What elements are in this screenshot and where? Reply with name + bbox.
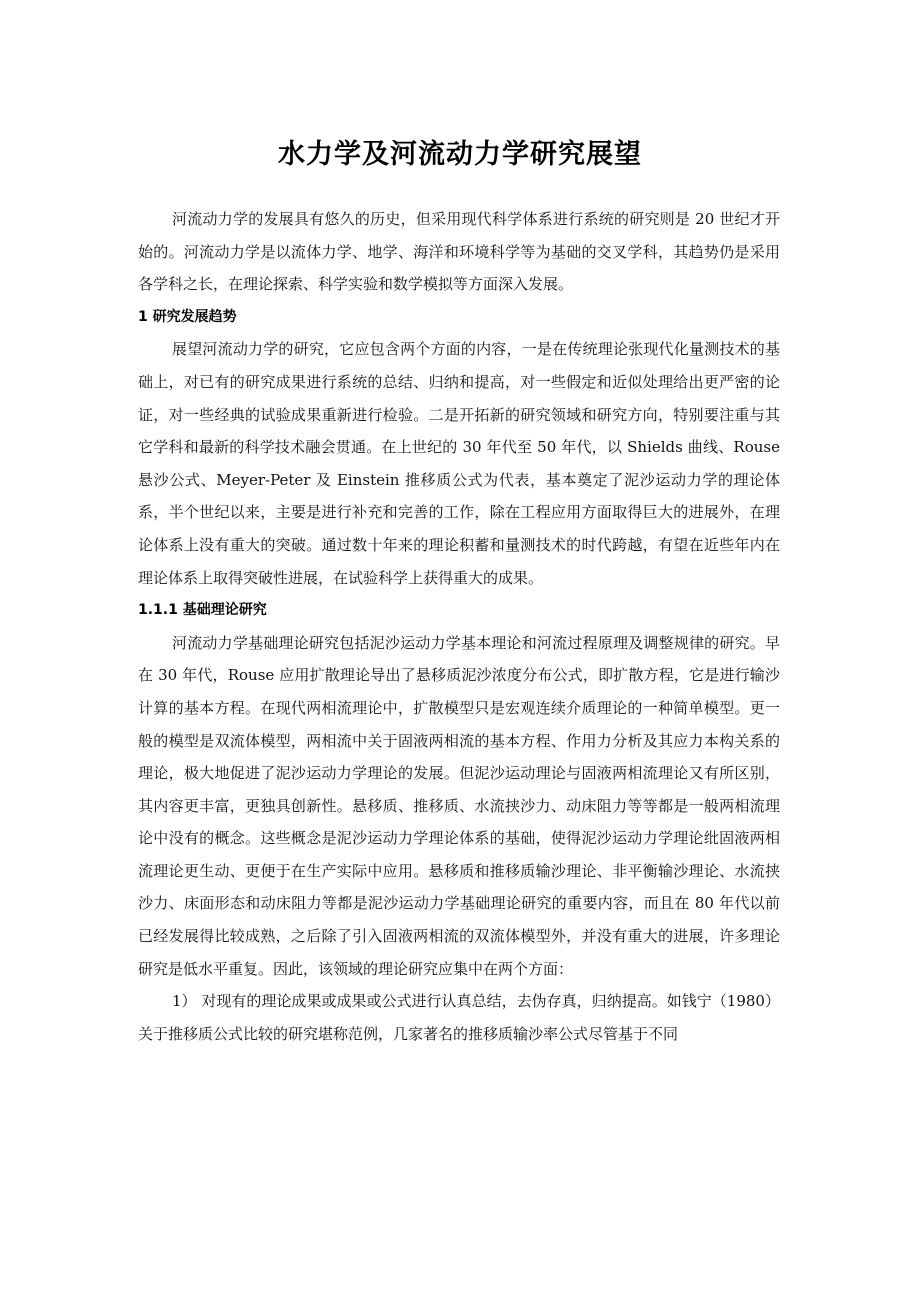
basic-theory-paragraph: 河流动力学基础理论研究包括泥沙运动力学基本理论和河流过程原理及调整规律的研究。早在 30 年代，Rouse 应用扩散理论导出了悬移质泥沙浓度分布公式，即扩散方程，它是进行输沙计算的基本方程。在现代两相流理论中，扩散模型只是宏观连续介质理论的一种简单模型。更一般的模型是双流体模型，两相流中关于固液两相流的基本方程、作用力分析及其应力本构关系的理论，极大地促进了泥沙运动力学理论的发展。但泥沙运动理论与固液两相流理论又有所区别，其内容更丰富，更独具创新性。悬移质、推移质、水流挟沙力、动床阻力等等都是一般两相流理论中没有的概念。这些概念是泥沙运动力学理论体系的基础，使得泥沙运动力学理论纰固液两相流理论更生动、更便于在生产实际中应用。悬移质和推移质输沙理论、非平衡输沙理论、水流挟沙力、床面形态和动床阻力等都是泥沙运动力学基础理论研究的重要内容，而且在 80 年代以前已经发展得比较成熟，之后除了引入固液两相流的双流体模型外，并没有重大的进展，许多理论研究是低水平重复。因此，该领域的理论研究应集中在两个方面： xyxy=(138,633,780,978)
document-body xyxy=(138,203,780,1050)
intro-paragraph: 河流动力学的发展具有悠久的历史，但采用现代科学体系进行系统的研究则是 20 世纪才开始的。河流动力学是以流体力学、地学、海洋和环境科学等为基础的交叉学科，其趋势仍是采用各学科之长，在理论探索、科学实验和数学模拟等方面深入发展。 xyxy=(138,210,780,294)
section-heading-research-trends: 1 研究发展趋势 xyxy=(138,308,237,325)
numbered-list-item: 1） 对现有的理论成果或成果或公式进行认真总结，去伪存真，归纳提高。如钱宁（1980）关于推移质公式比较的研究堪称范例，几家著名的推移质输沙率公式尽管基于不同 xyxy=(138,992,780,1043)
research-outlook-paragraph: 展望河流动力学的研究，它应包含两个方面的内容，一是在传统理论张现代化量测技术的基础上，对已有的研究成果进行系统的总结、归纳和提高，对一些假定和近似处理给出更严密的论证，对一些经典的试验成果重新进行检验。二是开拓新的研究领域和研究方向，特别要注重与其它学科和最新的科学技术融会贯通。在上世纪的 30 年代至 50 年代，以 Shields 曲线、Rouse 悬沙公式、Meyer-Peter 及 Einstein 推移质公式为代表，基本奠定了泥沙运动力学的理论体系，半个世纪以来，主要是进行补充和完善的工作，除在工程应用方面取得巨大的进展外，在理论体系上没有重大的突破。通过数十年来的理论积蓄和量测技术的时代跨越，有望在近些年内在理论体系上取得突破性进展，在试验科学上获得重大的成果。 xyxy=(138,340,780,587)
section-heading-basic-theory: 1.1.1 基础理论研究 xyxy=(138,602,267,619)
document-title: 水力学及河流动力学研究展望 xyxy=(278,139,642,171)
